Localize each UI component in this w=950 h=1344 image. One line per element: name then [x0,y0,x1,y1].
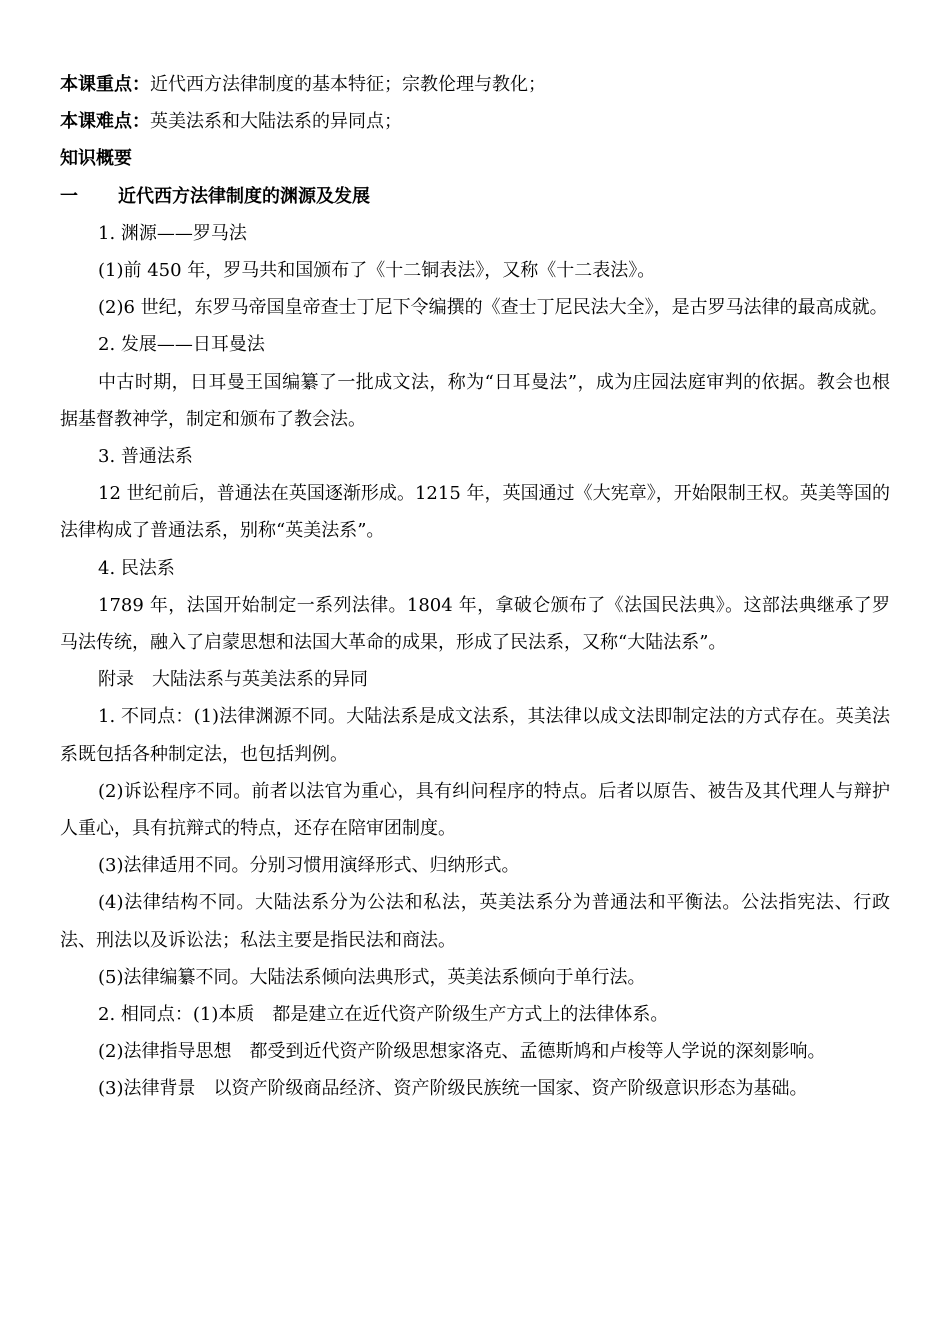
difficult-point-line [60,103,890,140]
key-point-line [60,66,890,103]
paragraph: (1)前 450 年，罗马共和国颁布了《十二铜表法》，又称《十二表法》。 [98,260,656,282]
document-page [60,66,890,1108]
paragraph: (2)诉讼程序不同。前者以法官为重心，具有纠问程序的特点。后者以原告、被告及其代理人与辩护人重心，具有抗辩式的特点，还存在陪审团制度。 [60,780,890,840]
appendix-heading: 附录 大陆法系与英美法系的异同 [98,669,368,691]
paragraph: (3)法律背景 以资产阶级商品经济、资产阶级民族统一国家、资产阶级意识形态为基础。 [98,1078,808,1100]
section-heading [60,178,890,215]
difficult-point-label: 本课难点： [60,111,150,133]
paragraph: 1789 年，法国开始制定一系列法律。1804 年，拿破仑颁布了《法国民法典》。这部法典继承了罗马法传统，融入了启蒙思想和法国大革命的成果，形成了民法系，又称“大陆法系”。 [60,594,890,654]
overview-title: 知识概要 [60,148,132,170]
paragraph: (2)法律指导思想 都受到近代资产阶级思想家洛克、孟德斯鸠和卢梭等人学说的深刻影响。 [98,1041,826,1063]
subheading-civil-law: 4. 民法系 [98,557,175,579]
paragraph: 12 世纪前后，普通法在英国逐渐形成。1215 年，英国通过《大宪章》，开始限制王权。英美等国的法律构成了普通法系，别称“英美法系”。 [60,483,890,542]
paragraph: (5)法律编纂不同。大陆法系倾向法典形式，英美法系倾向于单行法。 [98,966,646,988]
paragraph: (4)法律结构不同。大陆法系分为公法和私法，英美法系分为普通法和平衡法。公法指宪法、行政法、刑法以及诉讼法；私法主要是指民法和商法。 [60,892,890,951]
section-number: 一 [60,185,78,207]
section-title: 近代西方法律制度的渊源及发展 [118,185,370,207]
paragraph: 中古时期，日耳曼王国编纂了一批成文法，称为“日耳曼法”，成为庄园法庭审判的依据。教会也根据基督教神学，制定和颁布了教会法。 [60,371,890,430]
subheading-common-law: 3. 普通法系 [98,446,193,468]
key-point-text: 近代西方法律制度的基本特征；宗教伦理与教化； [150,74,546,95]
paragraph: 1. 不同点：(1)法律渊源不同。大陆法系是成文法系，其法律以成文法即制定法的方式存在。英美法系既包括各种制定法，也包括判例。 [60,706,890,765]
paragraph: (3)法律适用不同。分别习惯用演绎形式、归纳形式。 [98,855,520,877]
paragraph: 2. 相同点：(1)本质 都是建立在近代资产阶级生产方式上的法律体系。 [98,1004,669,1026]
difficult-point-text: 英美法系和大陆法系的异同点； [150,111,402,133]
subheading-development: 2. 发展——日耳曼法 [98,334,265,356]
paragraph: (2)6 世纪，东罗马帝国皇帝查士丁尼下令编撰的《查士丁尼民法大全》，是古罗马法律的最高成就。 [98,297,888,319]
subheading-origin: 1. 渊源——罗马法 [98,222,247,244]
key-point-label: 本课重点： [60,74,150,95]
